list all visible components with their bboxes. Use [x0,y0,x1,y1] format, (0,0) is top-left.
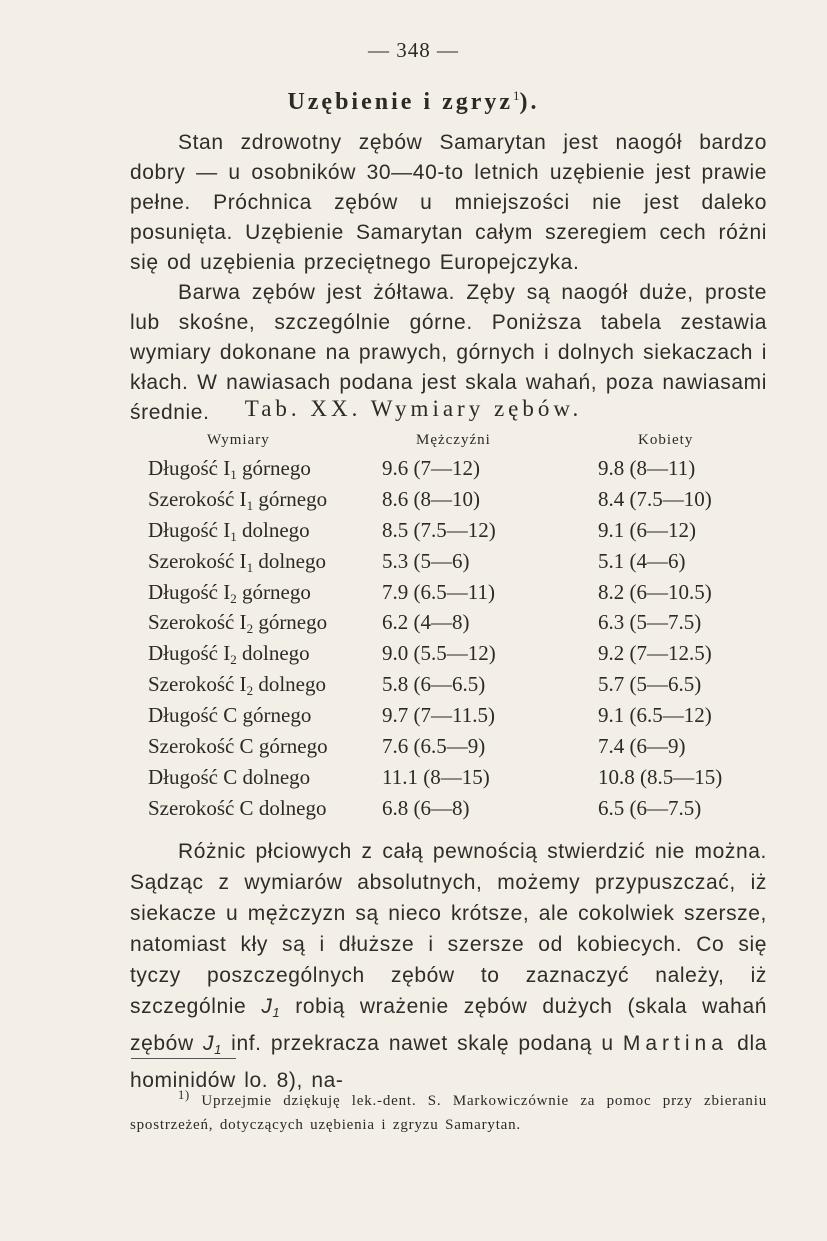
dimension-label [148,456,311,483]
header-women: Kobiety [638,432,694,448]
jaw: dolnego [236,517,310,542]
footnote-reference: 1 [513,88,520,103]
tooth-symbol-2 [203,1032,222,1055]
tooth-letter-1: J [261,995,273,1018]
men-value: 8.6 (8—10) [382,486,480,511]
paragraph-3-part-2: robią wrażenie zębów dużych (skala wahań zębów [130,995,768,1055]
women-value: 5.1 (4—6) [598,548,686,573]
table-row [0,641,827,672]
dimension-label [148,487,327,514]
table-row [0,456,827,487]
women-value: 9.8 (8—11) [598,456,696,480]
table-row [0,703,827,734]
dimension-name: Szerokość C dolnego [148,795,327,820]
tooth-letter-2: J [202,1032,215,1055]
women-value: 6.5 (6—7.5) [598,795,702,820]
body-text [130,836,767,1096]
dimension-name: Długość C górnego [148,703,312,728]
tooth-index: 2 [230,652,237,668]
footnote-text [130,1083,767,1137]
men-value: 11.1 (8—15) [382,764,490,789]
men-value: 7.9 (6.5—11) [382,579,495,604]
dimension-name: Szerokość C górnego [148,734,328,759]
page-number: — 348 — [368,38,459,62]
dimension-label [148,703,311,730]
header-men: Mężczyźni [416,432,491,448]
dimension-label [148,734,328,761]
intro-text [130,128,767,428]
table-row [0,549,827,580]
tooth-index-2: 1 [214,1042,222,1057]
paragraph-3-part-3: inf. przekracza nawet skalę podaną u [221,1032,623,1055]
men-value: 7.6 (6.5—9) [382,734,486,759]
jaw: górnego [236,579,311,604]
jaw: górnego [253,486,328,511]
table-row [0,610,827,641]
dimension-name: Szerokość I [148,610,247,635]
dimension-label [148,796,326,823]
table-row [0,487,827,518]
tooth-index: 1 [230,528,237,544]
tooth-symbol-1 [261,995,280,1018]
table-row [0,518,827,549]
dimension-name: Szerokość I [148,548,247,573]
table-row [0,580,827,611]
jaw: dolnego [253,672,326,697]
women-value: 10.8 (8.5—15) [598,764,723,789]
dimension-name: Długość I [148,579,231,604]
jaw: dolnego [236,641,310,666]
table-body [0,456,827,827]
women-value: 9.2 (7—12.5) [598,641,712,666]
tooth-index-1: 1 [272,1005,281,1020]
footnote-mark: 1) [178,1088,191,1102]
jaw: górnego [236,456,311,480]
men-value: 9.7 (7—11.5) [382,703,495,728]
paragraph-3 [130,836,767,1096]
dimension-label [148,672,326,699]
paragraph-2: Barwa zębów jest żółtawa. Zęby są naogół duże, proste lub skośne, szczególnie górne. Poniższa tabela zestawia wymiary dokonane na prawych, górnych i dolnych siekaczach i kłach. W nawiasach podana jest skala wahań, poza nawiasami średnie. [130,281,767,424]
dimension-label [148,765,310,792]
dimension-name: Długość I [148,456,231,480]
jaw: dolnego [253,548,326,573]
dimension-name: Długość I [148,517,231,542]
tooth-index: 1 [230,467,237,482]
paragraph-1: Stan zdrowotny zębów Samarytan jest naogół bardzo dobry — u osobników 30—40-to letnich uzębienie jest prawie pełne. Próchnica zębów u mniejszości nie jest daleko posunięta. Uzębienie Samarytan całym szeregiem cech różni się od uzębienia przeciętnego Europejczyka. [130,131,767,274]
tooth-index: 2 [246,683,254,699]
men-value: 8.5 (7.5—12) [382,517,496,542]
dimension-label [148,580,311,607]
men-value: 5.3 (5—6) [382,548,470,573]
men-value: 6.2 (4—8) [382,610,470,635]
section-title-end: ). [519,89,540,115]
table-title: Tab. XX. Wymiary zębów. [244,396,583,421]
paragraph-3-part-4: dla hominidów lo. 8), na- [130,1032,767,1092]
section-title [0,88,827,116]
dimension-label [148,610,327,637]
tooth-index: 2 [230,590,237,606]
dimension-name: Szerokość I [148,672,247,697]
section-title-text: Uzębienie i zgryz [287,89,514,115]
table-row [0,765,827,796]
table-row [0,796,827,827]
tooth-index: 2 [246,621,254,637]
table-row [0,734,827,765]
dimension-label [148,641,310,668]
men-value: 6.8 (6—8) [382,795,470,820]
footnote-divider [131,1058,236,1059]
men-value: 9.6 (7—12) [382,456,480,480]
jaw: górnego [253,610,328,635]
women-value: 7.4 (6—9) [598,734,686,759]
dimension-name: Długość C dolnego [148,764,311,789]
footnote-body: Uprzejmie dziękuję lek.-dent. S. Markowiczównie za pomoc przy zbieraniu spostrzeżeń, dotyczących uzębienia i zgryzu Samarytan. [130,1093,767,1133]
footnote [130,1083,767,1137]
paragraph-3-part-1: Różnic płciowych z całą pewnością stwierdzić nie można. Sądząc z wymiarów absolutnych, możemy przypuszczać, iż siekacze u mężczyzn są nieco krótsze, ale cokolwiek szersze, natomiast kły są i dłuższe i szersze od kobiecych. Co się tyczy poszczególnych zębów to zaznaczyć należy, iż szczególnie [130,840,767,1018]
header-dimensions: Wymiary [207,432,270,448]
men-value: 5.8 (6—6.5) [382,672,486,697]
author-name: Martina [622,1032,728,1055]
men-value: 9.0 (5.5—12) [382,641,496,666]
table-row [0,672,827,703]
dimension-name: Szerokość I [148,486,247,511]
tooth-index: 1 [246,497,254,513]
women-value: 9.1 (6—12) [598,517,696,542]
women-value: 8.4 (7.5—10) [598,486,712,511]
tooth-index: 1 [246,559,254,575]
women-value: 8.2 (6—10.5) [598,579,712,604]
women-value: 9.1 (6.5—12) [598,703,712,728]
dimension-name: Długość I [148,641,231,666]
dimension-label [148,549,326,576]
women-value: 6.3 (5—7.5) [598,610,702,635]
dimension-label [148,518,310,545]
women-value: 5.7 (5—6.5) [598,672,702,697]
